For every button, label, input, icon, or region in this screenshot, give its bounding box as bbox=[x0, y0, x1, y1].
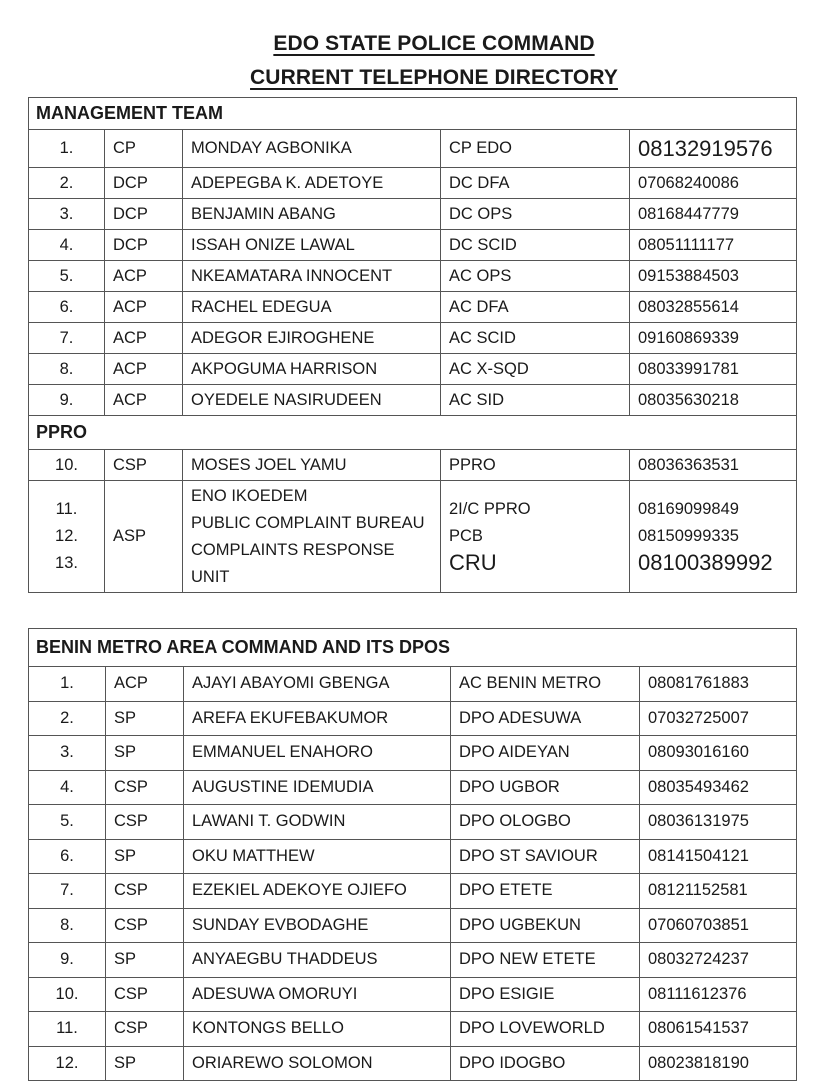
table-row bbox=[29, 908, 797, 943]
page-subtitle: CURRENT TELEPHONE DIRECTORY bbox=[250, 66, 618, 89]
unit-name: PUBLIC COMPLAINT BUREAU bbox=[191, 513, 425, 532]
table-row bbox=[29, 943, 797, 978]
designation: DPO ADESUWA bbox=[451, 701, 640, 736]
phone-number: 08061541537 bbox=[640, 1012, 797, 1047]
designation: CP EDO bbox=[441, 130, 630, 168]
designation: AC BENIN METRO bbox=[451, 667, 640, 702]
section-heading-benin-metro: BENIN METRO AREA COMMAND AND ITS DPOS bbox=[29, 629, 797, 667]
table-row bbox=[29, 199, 797, 230]
phone-number: 08150999335 bbox=[638, 527, 739, 545]
designation: DPO UGBEKUN bbox=[451, 908, 640, 943]
designation: AC SID bbox=[441, 385, 630, 416]
table-row bbox=[29, 261, 797, 292]
unit-name-continued: UNIT bbox=[191, 567, 230, 586]
designation: DPO NEW ETETE bbox=[451, 943, 640, 978]
table-row bbox=[29, 701, 797, 736]
designation: PPRO bbox=[441, 450, 630, 481]
phone-number: 08111612376 bbox=[640, 977, 797, 1012]
officer-name: AREFA EKUFEBAKUMOR bbox=[184, 701, 451, 736]
rank: ACP bbox=[106, 667, 184, 702]
table-row bbox=[29, 1046, 797, 1081]
designation: DC DFA bbox=[441, 168, 630, 199]
serial-number: 4. bbox=[29, 230, 105, 261]
phone-number: 08100389992 bbox=[638, 550, 773, 575]
phone-number: 08035630218 bbox=[630, 385, 797, 416]
table-row bbox=[29, 977, 797, 1012]
designation: DPO AIDEYAN bbox=[451, 736, 640, 771]
page-title: EDO STATE POLICE COMMAND bbox=[273, 32, 595, 55]
phone-number: 08169099849 bbox=[638, 500, 739, 518]
officer-name: NKEAMATARA INNOCENT bbox=[183, 261, 441, 292]
officer-name: RACHEL EDEGUA bbox=[183, 292, 441, 323]
table-row bbox=[29, 450, 797, 481]
table-row bbox=[29, 770, 797, 805]
phone-number: 08093016160 bbox=[640, 736, 797, 771]
serial-number: 6. bbox=[29, 839, 106, 874]
benin-metro-directory-table bbox=[28, 628, 797, 1081]
serial-number: 5. bbox=[29, 805, 106, 840]
officer-name: LAWANI T. GODWIN bbox=[184, 805, 451, 840]
rank: CSP bbox=[106, 874, 184, 909]
rank: CSP bbox=[106, 770, 184, 805]
phone-number: 07060703851 bbox=[640, 908, 797, 943]
rank: SP bbox=[106, 1046, 184, 1081]
management-directory-table bbox=[28, 97, 797, 593]
designation: DPO OLOGBO bbox=[451, 805, 640, 840]
designation: PCB bbox=[449, 527, 483, 545]
serial-number: 9. bbox=[29, 385, 105, 416]
officer-name: ORIAREWO SOLOMON bbox=[184, 1046, 451, 1081]
table-row bbox=[29, 168, 797, 199]
serial-number: 12. bbox=[55, 527, 78, 545]
phone-number: 08051111177 bbox=[630, 230, 797, 261]
serial-number: 8. bbox=[29, 908, 106, 943]
table-row bbox=[29, 839, 797, 874]
table-row bbox=[29, 805, 797, 840]
serial-number: 12. bbox=[29, 1046, 106, 1081]
rank: CSP bbox=[105, 450, 183, 481]
rank: CSP bbox=[106, 1012, 184, 1047]
rank: ACP bbox=[105, 385, 183, 416]
rank: CSP bbox=[106, 805, 184, 840]
designation-stack bbox=[441, 481, 630, 593]
serial-number: 11. bbox=[55, 500, 78, 518]
serial-number-stack bbox=[29, 481, 105, 593]
serial-number: 1. bbox=[29, 667, 106, 702]
designation: DPO IDOGBO bbox=[451, 1046, 640, 1081]
serial-number: 5. bbox=[29, 261, 105, 292]
phone-number: 08036131975 bbox=[640, 805, 797, 840]
officer-name: MONDAY AGBONIKA bbox=[183, 130, 441, 168]
officer-name: OKU MATTHEW bbox=[184, 839, 451, 874]
officer-name: ENO IKOEDEM bbox=[191, 486, 308, 505]
serial-number: 8. bbox=[29, 354, 105, 385]
rank: SP bbox=[106, 839, 184, 874]
rank bbox=[105, 481, 183, 593]
serial-number: 2. bbox=[29, 168, 105, 199]
rank: SP bbox=[106, 736, 184, 771]
officer-name: AKPOGUMA HARRISON bbox=[183, 354, 441, 385]
officer-name: EMMANUEL ENAHORO bbox=[184, 736, 451, 771]
serial-number: 10. bbox=[29, 450, 105, 481]
phone-number: 08032855614 bbox=[630, 292, 797, 323]
rank: ACP bbox=[105, 261, 183, 292]
officer-name: KONTONGS BELLO bbox=[184, 1012, 451, 1047]
table-row bbox=[29, 130, 797, 168]
table-row bbox=[29, 874, 797, 909]
phone-number-stack bbox=[630, 481, 797, 593]
designation: AC SCID bbox=[441, 323, 630, 354]
officer-name: OYEDELE NASIRUDEEN bbox=[183, 385, 441, 416]
designation: AC OPS bbox=[441, 261, 630, 292]
designation: 2I/C PPRO bbox=[449, 500, 531, 518]
rank: SP bbox=[106, 943, 184, 978]
serial-number: 7. bbox=[29, 874, 106, 909]
phone-number: 08121152581 bbox=[640, 874, 797, 909]
serial-number: 2. bbox=[29, 701, 106, 736]
rank: DCP bbox=[105, 199, 183, 230]
designation: AC DFA bbox=[441, 292, 630, 323]
rank: ACP bbox=[105, 354, 183, 385]
table-row bbox=[29, 736, 797, 771]
section-heading-ppro: PPRO bbox=[29, 416, 797, 450]
table-row bbox=[29, 323, 797, 354]
section-heading-management: MANAGEMENT TEAM bbox=[29, 98, 797, 130]
officer-name: MOSES JOEL YAMU bbox=[183, 450, 441, 481]
officer-name: ADEGOR EJIROGHENE bbox=[183, 323, 441, 354]
table-row bbox=[29, 354, 797, 385]
officer-name: ADEPEGBA K. ADETOYE bbox=[183, 168, 441, 199]
designation: AC X-SQD bbox=[441, 354, 630, 385]
phone-number: 08132919576 bbox=[630, 130, 797, 168]
rank: DCP bbox=[105, 168, 183, 199]
table-row bbox=[29, 1012, 797, 1047]
designation: DPO ETETE bbox=[451, 874, 640, 909]
phone-number: 08141504121 bbox=[640, 839, 797, 874]
rank: ACP bbox=[105, 323, 183, 354]
table-row-group bbox=[29, 481, 797, 593]
phone-number: 08023818190 bbox=[640, 1046, 797, 1081]
designation: DPO ESIGIE bbox=[451, 977, 640, 1012]
phone-number: 08036363531 bbox=[630, 450, 797, 481]
phone-number: 07068240086 bbox=[630, 168, 797, 199]
rank-value: ASP bbox=[113, 527, 147, 545]
table-row bbox=[29, 385, 797, 416]
rank: CP bbox=[105, 130, 183, 168]
designation: DC SCID bbox=[441, 230, 630, 261]
rank: CSP bbox=[106, 908, 184, 943]
serial-number: 3. bbox=[29, 736, 106, 771]
designation: CRU bbox=[449, 550, 497, 575]
designation: DPO ST SAVIOUR bbox=[451, 839, 640, 874]
phone-number: 09160869339 bbox=[630, 323, 797, 354]
officer-name: AUGUSTINE IDEMUDIA bbox=[184, 770, 451, 805]
officer-name: BENJAMIN ABANG bbox=[183, 199, 441, 230]
serial-number: 11. bbox=[29, 1012, 106, 1047]
phone-number: 09153884503 bbox=[630, 261, 797, 292]
designation: DPO UGBOR bbox=[451, 770, 640, 805]
table-row bbox=[29, 292, 797, 323]
officer-name: EZEKIEL ADEKOYE OJIEFO bbox=[184, 874, 451, 909]
phone-number: 07032725007 bbox=[640, 701, 797, 736]
phone-number: 08081761883 bbox=[640, 667, 797, 702]
unit-name: COMPLAINTS RESPONSE bbox=[191, 540, 395, 559]
officer-name: AJAYI ABAYOMI GBENGA bbox=[184, 667, 451, 702]
rank: ACP bbox=[105, 292, 183, 323]
phone-number: 08032724237 bbox=[640, 943, 797, 978]
table-row bbox=[29, 230, 797, 261]
serial-number: 10. bbox=[29, 977, 106, 1012]
serial-number: 3. bbox=[29, 199, 105, 230]
serial-number: 13. bbox=[55, 554, 78, 572]
rank: SP bbox=[106, 701, 184, 736]
serial-number: 9. bbox=[29, 943, 106, 978]
table-row bbox=[29, 667, 797, 702]
rank: DCP bbox=[105, 230, 183, 261]
officer-name: SUNDAY EVBODAGHE bbox=[184, 908, 451, 943]
designation: DC OPS bbox=[441, 199, 630, 230]
serial-number: 4. bbox=[29, 770, 106, 805]
designation: DPO LOVEWORLD bbox=[451, 1012, 640, 1047]
serial-number: 7. bbox=[29, 323, 105, 354]
phone-number: 08035493462 bbox=[640, 770, 797, 805]
serial-number: 1. bbox=[29, 130, 105, 168]
officer-name: ADESUWA OMORUYI bbox=[184, 977, 451, 1012]
rank: CSP bbox=[106, 977, 184, 1012]
phone-number: 08168447779 bbox=[630, 199, 797, 230]
officer-name-stack bbox=[183, 481, 441, 593]
phone-number: 08033991781 bbox=[630, 354, 797, 385]
officer-name: ISSAH ONIZE LAWAL bbox=[183, 230, 441, 261]
serial-number: 6. bbox=[29, 292, 105, 323]
officer-name: ANYAEGBU THADDEUS bbox=[184, 943, 451, 978]
